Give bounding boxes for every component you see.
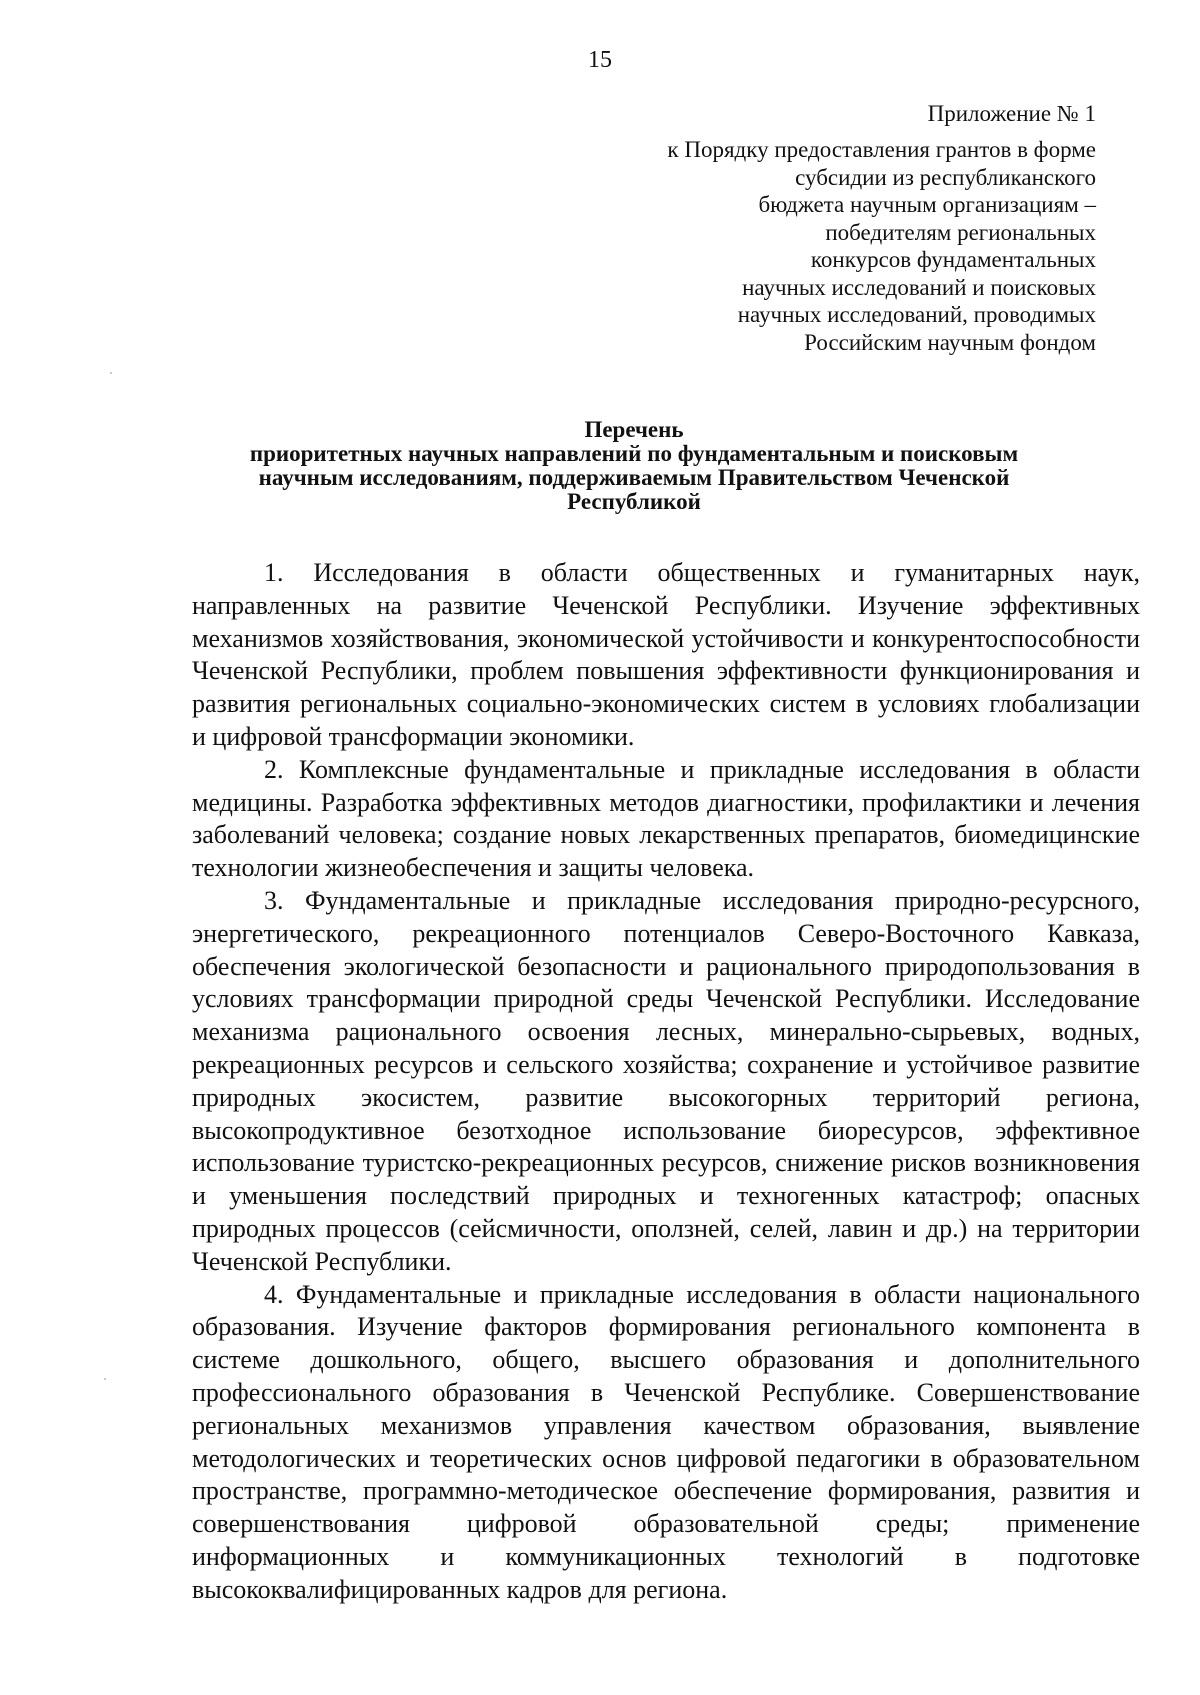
appendix-line: субсидии из республиканского xyxy=(795,164,1096,190)
appendix-line: победителям региональных xyxy=(825,219,1096,245)
scan-mark xyxy=(110,372,112,374)
page-number: 15 xyxy=(588,47,612,73)
document-title xyxy=(180,418,1088,514)
title-line: Республикой xyxy=(567,489,701,514)
appendix-number: Приложение № 1 xyxy=(927,101,1096,126)
title-heading: Перечень xyxy=(584,417,684,442)
appendix-line: Российским научным фондом xyxy=(804,329,1096,355)
appendix-line: конкурсов фундаментальных xyxy=(810,247,1096,272)
list-item: 3. Фундаментальные и прикладные исследования природно-ресурсного, энергетического, рекреационного потенциалов Северо-Восточного Кавказа, обеспечения экологической безопасности и рационального природопользования в условиях трансформации природной среды Чеченской Республики. Исследование механизма рационального освоения лесных, минерально-сырьевых, водных, рекреационных ресурсов и сельского хозяйства; сохранение и устойчивое развитие природных экосистем, развитие высокогорных территорий региона, высокопродуктивное безотходное использование биоресурсов, эффективное использование туристско-рекреационных ресурсов, снижение рисков возникновения и уменьшения последствий природных и техногенных катастроф; опасных природных процессов (сейсмичности, оползней, селей, лавин и др.) на территории Чеченской Республики. xyxy=(192,885,1140,1276)
scan-mark xyxy=(104,1378,106,1380)
title-line: научным исследованиям, поддерживаемым Правительством Чеченской xyxy=(258,465,1010,490)
appendix-line: научных исследований, проводимых xyxy=(737,302,1096,327)
list-item: 1. Исследования в области общественных и гуманитарных наук, направленных на развитие Чеченской Республики. Изучение эффективных механизмов хозяйствования, экономической устойчивости и конкурентоспособности Чеченской Республики, проблем повышения эффективности функционирования и развития региональных социально-экономических систем в условиях глобализации и цифровой трансформации экономики. xyxy=(192,558,1140,751)
title-line: приоритетных научных направлений по фундаментальным и поисковым xyxy=(249,441,1019,466)
appendix-description xyxy=(576,136,1096,356)
list-item: 4. Фундаментальные и прикладные исследования в области национального образования. Изучение факторов формирования регионального компонента в системе дошкольного, общего, высшего образования и дополнительного профессионального образования в Чеченской Республике. Совершенствование региональных механизмов управления качеством образования, выявление методологических и теоретических основ цифровой педагогики в образовательном пространстве, программно-методическое обеспечение формирования, развития и совершенствования цифровой образовательной среды; применение информационных и коммуникационных технологий в подготовке высококвалифицированных кадров для региона. xyxy=(192,1279,1140,1604)
appendix-line: научных исследований и поисковых xyxy=(742,274,1096,300)
appendix-line: бюджета научным организациям – xyxy=(758,192,1096,217)
list-item: 2. Комплексные фундаментальные и прикладные исследования в области медицины. Разработка эффективных методов диагностики, профилактики и лечения заболеваний человека; создание новых лекарственных препаратов, биомедицинские технологии жизнеобеспечения и защиты человека. xyxy=(192,754,1140,883)
document-body xyxy=(192,557,1140,1607)
appendix-header xyxy=(576,100,1096,356)
appendix-line: к Порядку предоставления грантов в форме xyxy=(667,137,1096,162)
